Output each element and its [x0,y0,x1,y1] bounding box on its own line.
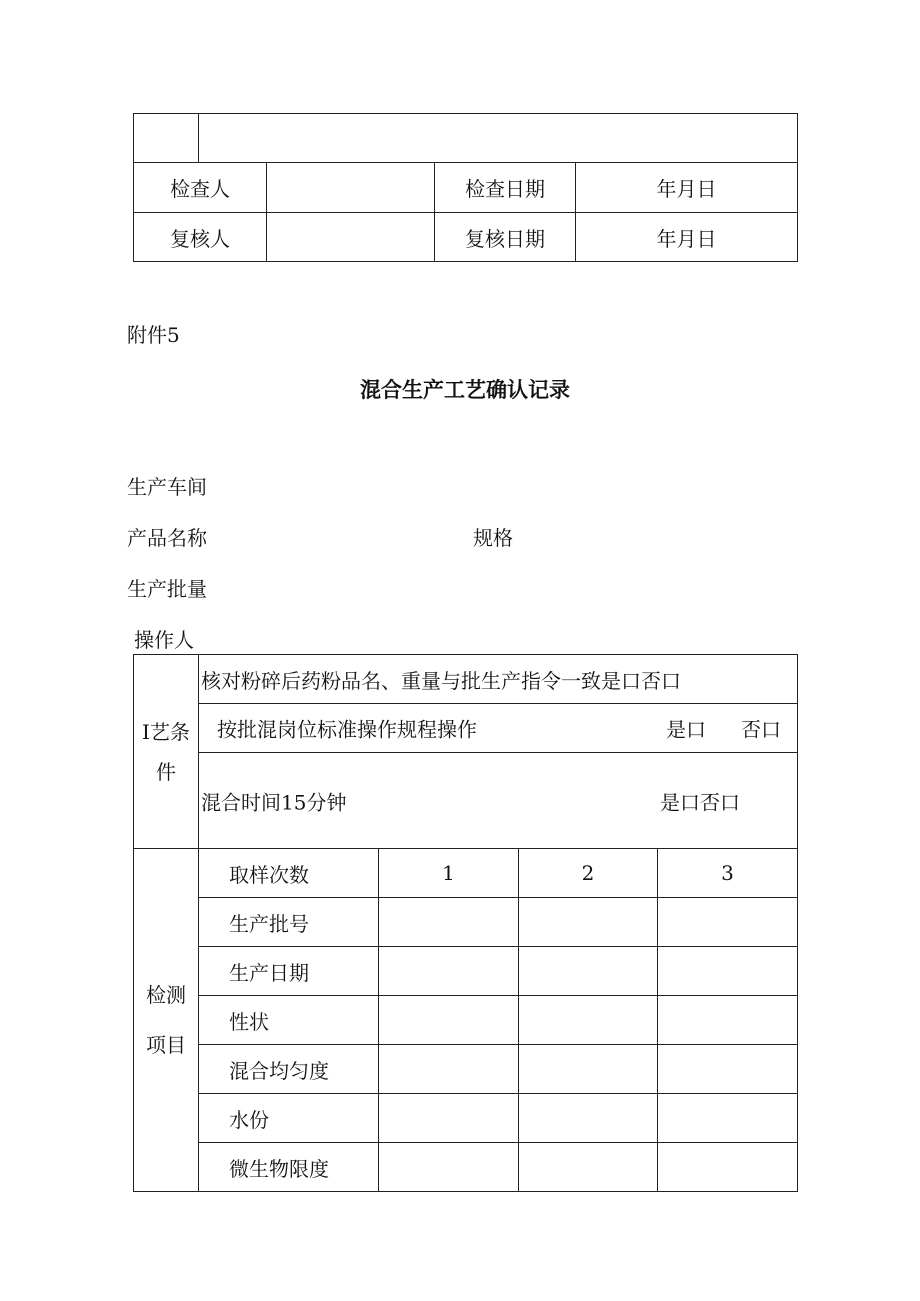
sample-count-label: 取样次数 [199,849,379,898]
workshop-label: 生产车间 [127,475,207,499]
mix-time-options[interactable]: 是口否口 [660,790,740,814]
page-title: 混合生产工艺确认记录 [360,378,570,402]
item-appearance: 性状 [199,996,379,1045]
review-date-label: 复核日期 [435,213,576,262]
blank-cell [134,114,199,163]
table-cell[interactable] [658,1045,798,1094]
table-cell[interactable] [519,947,658,996]
table-cell[interactable] [519,1143,658,1192]
inspection-label-line2: 项目 [146,1033,186,1057]
reviewer-label: 复核人 [134,213,267,262]
process-conditions-label [134,655,199,849]
item-moisture: 水份 [199,1094,379,1143]
inspection-items-label [134,849,199,1192]
mix-time-text: 混合时间15分钟 [201,790,347,814]
process-row-sop[interactable] [199,704,798,753]
item-uniformity: 混合均匀度 [199,1045,379,1094]
table-cell[interactable] [658,947,798,996]
table-cell[interactable] [519,1094,658,1143]
item-microbial-limit: 微生物限度 [199,1143,379,1192]
operator-label: 操作人 [134,628,194,652]
batch-size-label: 生产批量 [127,577,207,601]
table-cell[interactable] [519,996,658,1045]
table-cell[interactable] [379,1094,519,1143]
reviewer-value-field[interactable] [267,213,435,262]
sop-no-checkbox[interactable]: 否口 [741,717,781,742]
inspection-label-line1: 检测 [146,983,186,1007]
inspector-label: 检查人 [134,163,267,213]
blank-wide-cell [199,114,798,163]
sop-text: 按批混岗位标准操作规程操作 [217,717,477,742]
sop-yes-checkbox[interactable]: 是口 [666,717,706,742]
table-cell[interactable] [379,1045,519,1094]
process-row-verify[interactable]: 核对粉碎后药粉品名、重量与批生产指令一致是口否口 [199,655,798,704]
process-row-time[interactable] [199,753,798,849]
sample-2-header: 2 [519,849,658,898]
spec-label: 规格 [473,526,513,550]
product-name-label: 产品名称 [127,526,207,550]
item-production-date: 生产日期 [199,947,379,996]
table-cell[interactable] [379,898,519,947]
table-cell[interactable] [658,996,798,1045]
inspect-date-label: 检查日期 [435,163,576,213]
top-sign-table [133,113,798,262]
table-cell[interactable] [658,1094,798,1143]
process-label-line1: I艺条 [142,719,190,744]
inspect-date-value[interactable]: 年月日 [576,163,798,213]
table-cell[interactable] [379,947,519,996]
process-record-table [133,654,798,1192]
review-date-value[interactable]: 年月日 [576,213,798,262]
table-cell[interactable] [379,996,519,1045]
sample-3-header: 3 [658,849,798,898]
inspector-value-field[interactable] [267,163,435,213]
sample-1-header: 1 [379,849,519,898]
table-cell[interactable] [519,898,658,947]
table-cell[interactable] [379,1143,519,1192]
table-cell[interactable] [658,898,798,947]
process-label-line2: 件 [156,759,176,784]
attachment-label: 附件5 [127,323,180,347]
table-cell[interactable] [519,1045,658,1094]
item-batch-no: 生产批号 [199,898,379,947]
table-cell[interactable] [658,1143,798,1192]
